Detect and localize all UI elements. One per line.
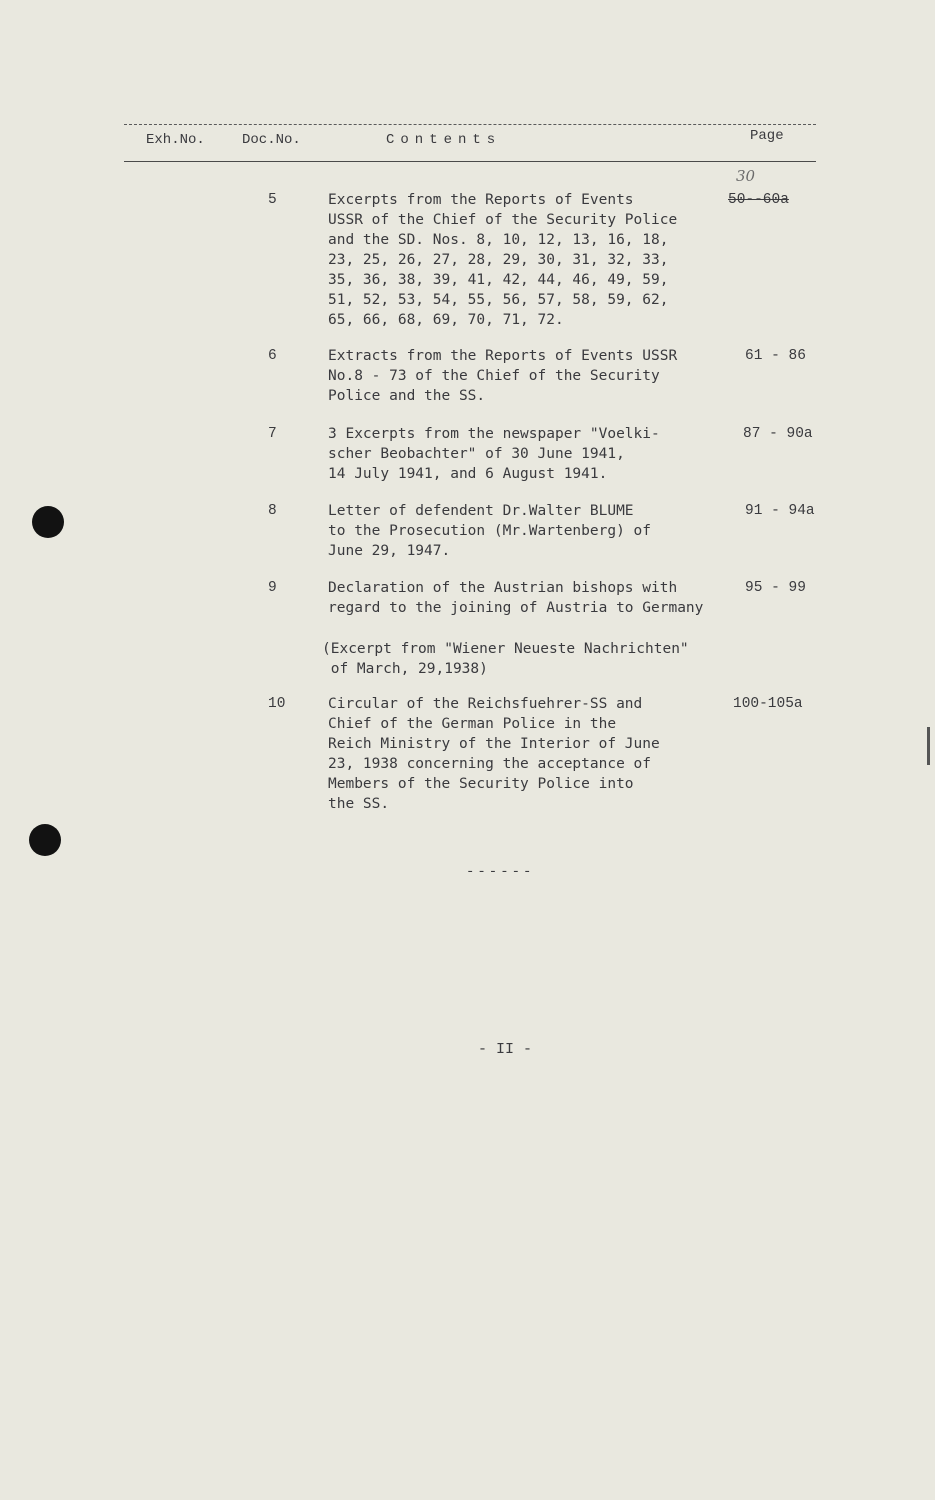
- header-top-rule: [124, 124, 816, 125]
- entry-pages: 95 - 99: [745, 580, 806, 596]
- entry-doc-no: 5: [268, 192, 277, 208]
- header-exh-no: Exh.No.: [146, 132, 205, 148]
- entry-pages: 61 - 86: [745, 348, 806, 364]
- entry-description: Declaration of the Austrian bishops with regard to the joining of Austria to Germany: [328, 580, 704, 616]
- entry-source-note: (Excerpt from "Wiener Neueste Nachrichten" of March, 29,1938): [322, 641, 689, 677]
- entry-description: Circular of the Reichsfuehrer-SS and Chief of the German Police in the Reich Ministry of the Interior of June 23, 1938 concerning the acceptance of Members of the Security Police into the SS.: [328, 696, 660, 812]
- entry-pages: 91 - 94a: [745, 503, 815, 519]
- entry-description: Letter of defendent Dr.Walter BLUME to the Prosecution (Mr.Wartenberg) of June 29, 1947.: [328, 503, 652, 559]
- entry-doc-no: 6: [268, 348, 277, 364]
- page-number: - II -: [478, 1041, 533, 1058]
- end-of-list-mark: ------: [466, 864, 535, 880]
- entry-pages-struck: 50--60a: [728, 192, 789, 208]
- entry-description: Excerpts from the Reports of Events USSR of the Chief of the Security Police and the SD. Nos. 8, 10, 12, 13, 16, 18, 23, 25, 26, 27, 28, 29, 30, 31, 32, 33, 35, 36, 38, 39, 41, 42, 44, 46, 49, 59, 51, 52, 53, 54, 55, 56, 57, 58, 59, 62, 65, 66, 68, 69, 70, 71, 72.: [328, 192, 678, 328]
- punch-hole: [32, 506, 64, 538]
- entry-doc-no: 9: [268, 580, 277, 596]
- edge-mark: [927, 727, 930, 765]
- entry-pages: 100-105a: [733, 696, 803, 712]
- entry-doc-no: 8: [268, 503, 277, 519]
- entry-doc-no: 10: [268, 696, 286, 712]
- handwritten-page-correction: 30: [736, 167, 756, 185]
- entry-doc-no: 7: [268, 426, 277, 442]
- header-page: Page: [750, 128, 784, 144]
- header-bottom-rule: [124, 161, 816, 162]
- punch-hole: [29, 824, 61, 856]
- entry-pages: 87 - 90a: [743, 426, 813, 442]
- entry-description: Extracts from the Reports of Events USSR No.8 - 73 of the Chief of the Security Police and the SS.: [328, 348, 678, 404]
- entry-description: 3 Excerpts from the newspaper "Voelki- scher Beobachter" of 30 June 1941, 14 July 1941, and 6 August 1941.: [328, 426, 660, 482]
- header-doc-no: Doc.No.: [242, 132, 301, 148]
- header-contents: Contents: [386, 132, 502, 148]
